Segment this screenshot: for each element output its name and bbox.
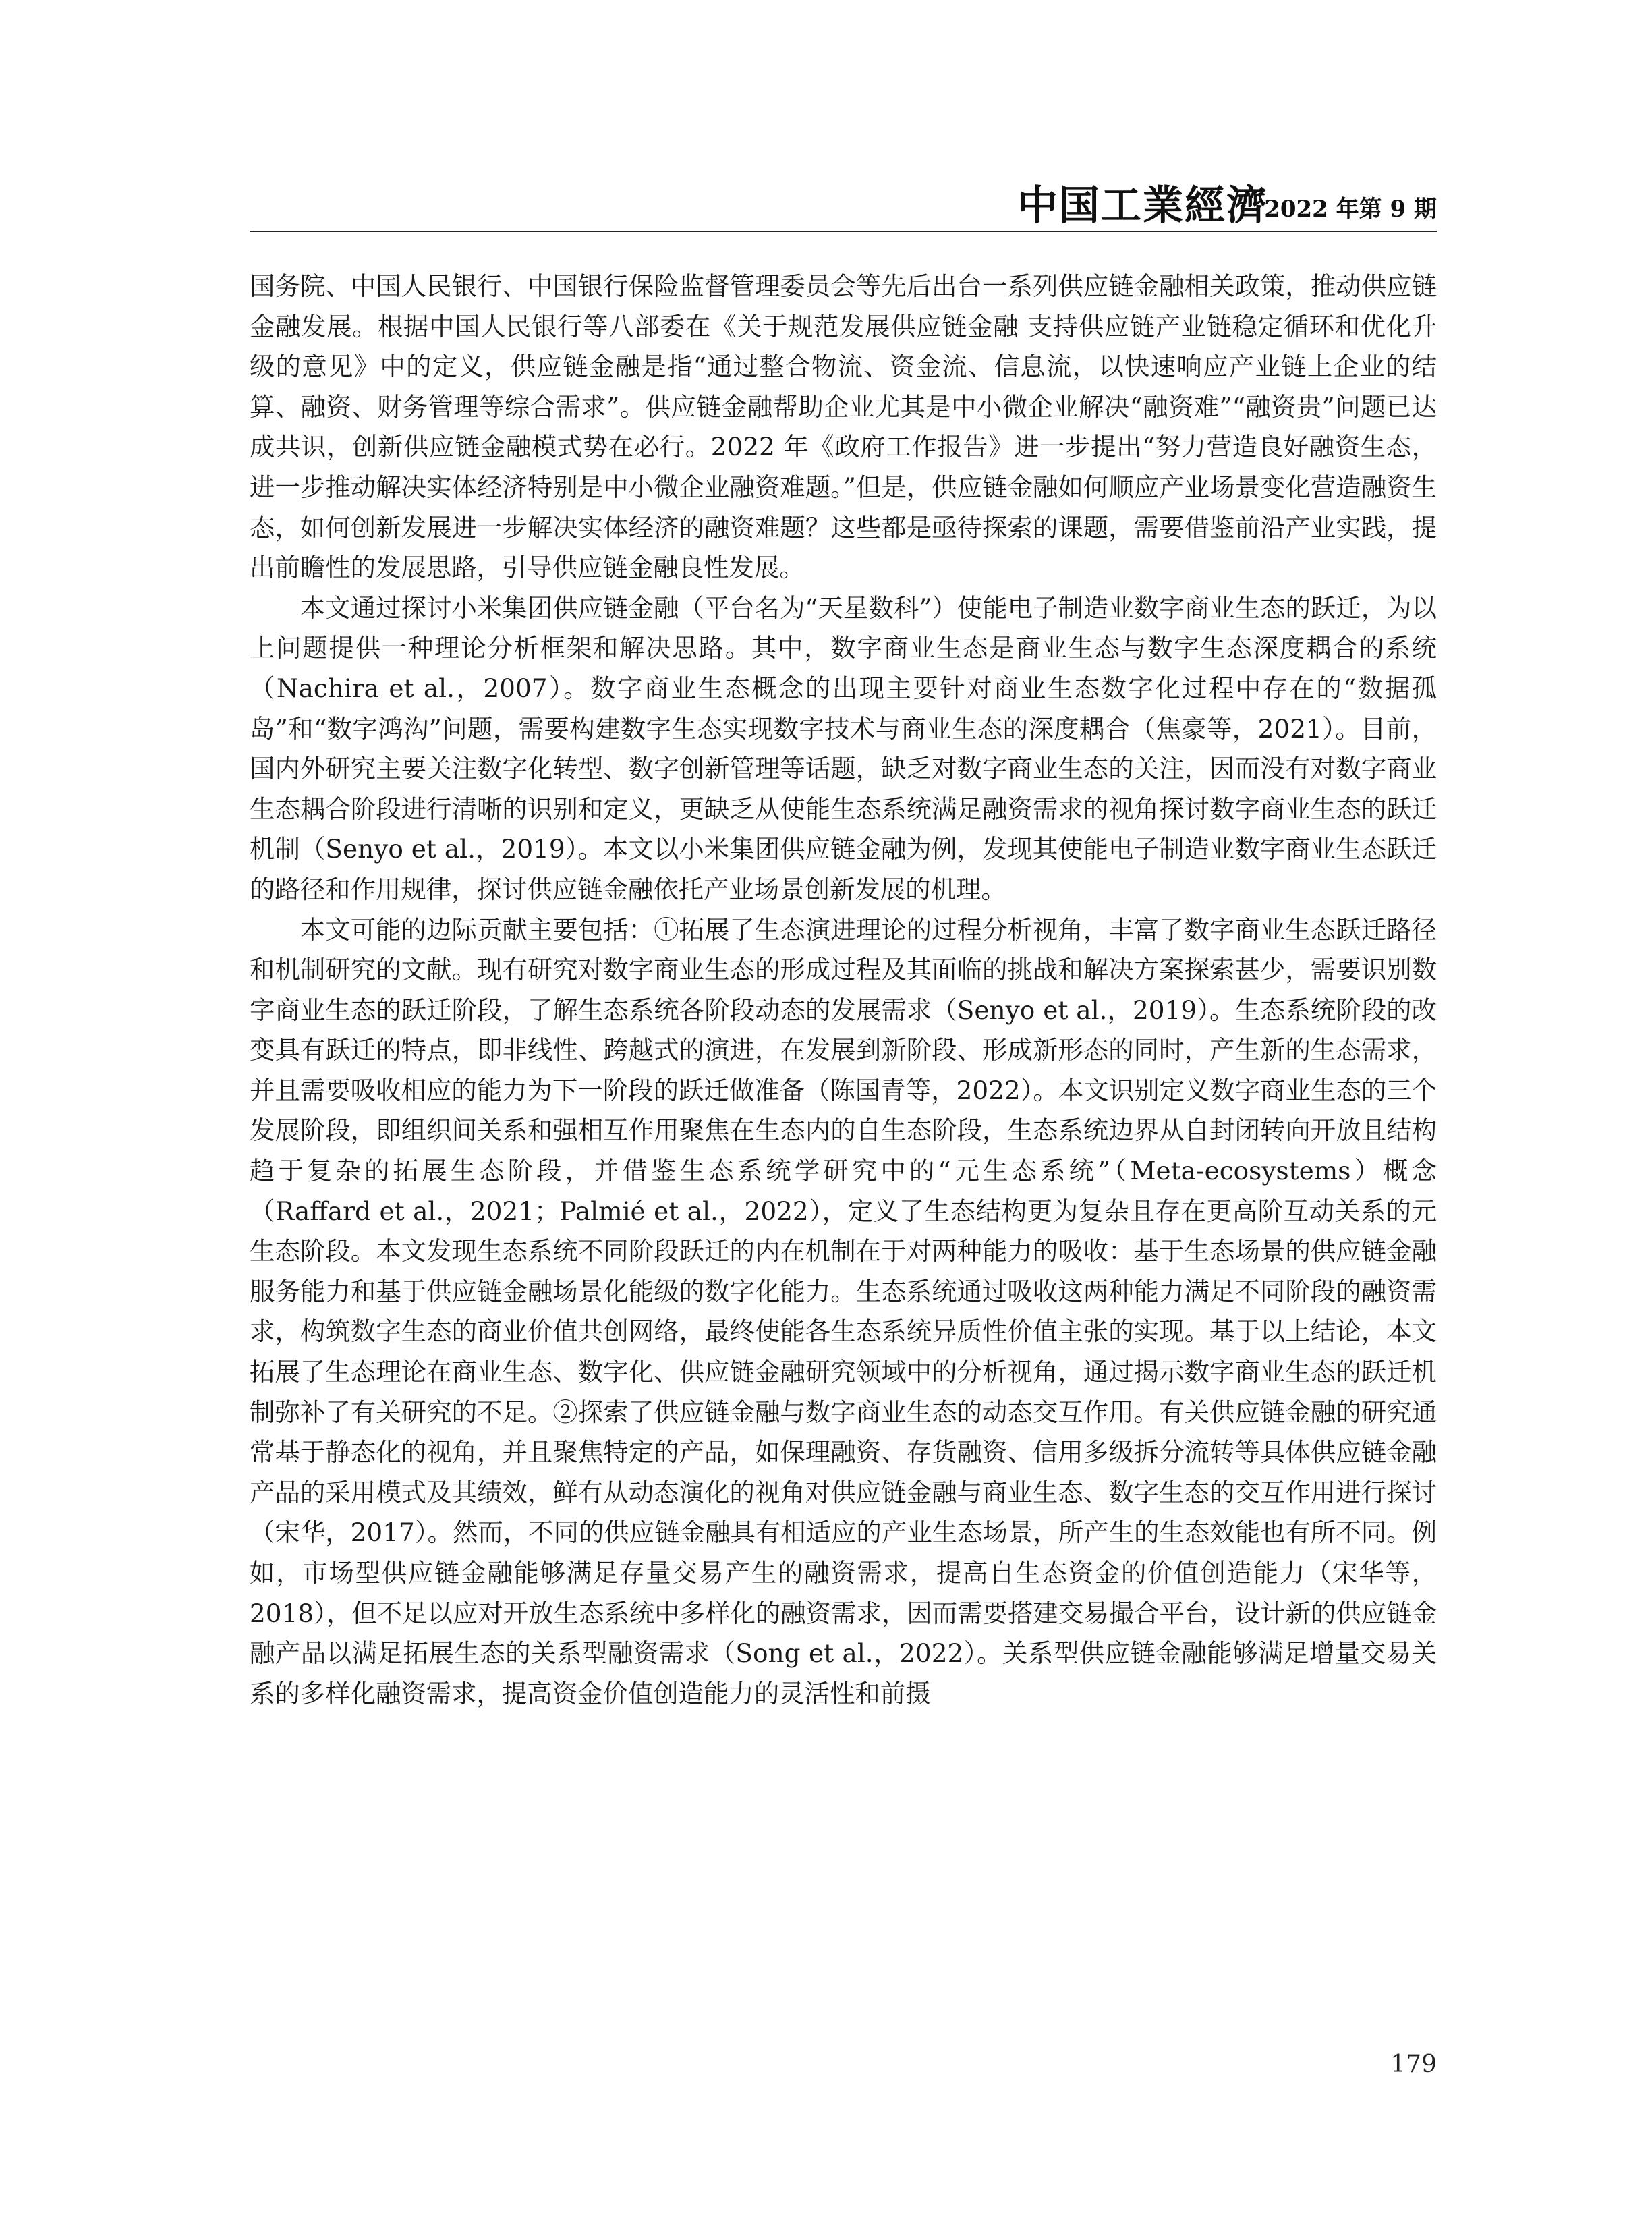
paragraph-1: 国务院、中国人民银行、中国银行保险监督管理委员会等先后出台一系列供应链金融相关政策，推动供应链金融发展。根据中国人民银行等八部委在《关于规范发展供应链金融 支持供应链产业链稳定循环和优化升级的意见》中的定义，供应链金融是指“通过整合物流、资金流、信息流，以快速响应产业链上企业的结算、融资、财务管理等综合需求”。供应链金融帮助企业尤其是中小微企业解决“融资难”“融资贵”问题已达成共识，创新供应链金融模式势在必行。2022 年《政府工作报告》进一步提出“努力营造良好融资生态，进一步推动解决实体经济特别是中小微企业融资难题。”但是，供应链金融如何顺应产业场景变化营造融资生态，如何创新发展进一步解决实体经济的融资难题？这些都是亟待探索的课题，需要借鉴前沿产业实践，提出前瞻性的发展思路，引导供应链金融良性发展。 — [250, 271, 1437, 583]
page-header — [250, 182, 1437, 229]
header-divider — [250, 231, 1437, 232]
paragraph-2: 本文通过探讨小米集团供应链金融（平台名为“天星数科”）使能电子制造业数字商业生态的跃迁，为以上问题提供一种理论分析框架和解决思路。其中，数字商业生态是商业生态与数字生态深度耦合的系统（Nachira et al.，2007）。数字商业生态概念的出现主要针对商业生态数字化过程中存在的“数据孤岛”和“数字鸿沟”问题，需要构建数字生态实现数字技术与商业生态的深度耦合（焦豪等，2021）。目前，国内外研究主要关注数字化转型、数字创新管理等话题，缺乏对数字商业生态的关注，因而没有对数字商业生态耦合阶段进行清晰的识别和定义，更缺乏从使能生态系统满足融资需求的视角探讨数字商业生态的跃迁机制（Senyo et al.，2019）。本文以小米集团供应链金融为例，发现其使能电子制造业数字商业生态跃迁的路径和作用规律，探讨供应链金融依托产业场景创新发展的机理。 — [250, 592, 1437, 904]
journal-name: 中国工業經濟 — [1017, 182, 1268, 229]
page-number: 179 — [1390, 2051, 1437, 2078]
paragraph-3: 本文可能的边际贡献主要包括：①拓展了生态演进理论的过程分析视角，丰富了数字商业生态跃迁路径和机制研究的文献。现有研究对数字商业生态的形成过程及其面临的挑战和解决方案探索甚少，需要识别数字商业生态的跃迁阶段，了解生态系统各阶段动态的发展需求（Senyo et al.，2019）。生态系统阶段的改变具有跃迁的特点，即非线性、跨越式的演进，在发展到新阶段、形成新形态的同时，产生新的生态需求，并且需要吸收相应的能力为下一阶段的跃迁做准备（陈国青等，2022）。本文识别定义数字商业生态的三个发展阶段，即组织间关系和强相互作用聚焦在生态内的自生态阶段，生态系统边界从自封闭转向开放且结构趋于复杂的拓展生态阶段，并借鉴生态系统学研究中的“元生态系统”（Meta-ecosystems）概念（Raffard et al.，2021；Palmié et al.，2022），定义了生态结构更为复杂且存在更高阶互动关系的元生态阶段。本文发现生态系统不同阶段跃迁的内在机制在于对两种能力的吸收：基于生态场景的供应链金融服务能力和基于供应链金融场景化能级的数字化能力。生态系统通过吸收这两种能力满足不同阶段的融资需求，构筑数字生态的商业价值共创网络，最终使能各生态系统异质性价值主张的实现。基于以上结论，本文拓展了生态理论在商业生态、数字化、供应链金融研究领域中的分析视角，通过揭示数字商业生态的跃迁机制弥补了有关研究的不足。②探索了供应链金融与数字商业生态的动态交互作用。有关供应链金融的研究通常基于静态化的视角，并且聚焦特定的产品，如保理融资、存货融资、信用多级拆分流转等具体供应链金融产品的采用模式及其绩效，鲜有从动态演化的视角对供应链金融与商业生态、数字生态的交互作用进行探讨（宋华，2017）。然而，不同的供应链金融具有相适应的产业生态场景，所产生的生态效能也有所不同。例如，市场型供应链金融能够满足存量交易产生的融资需求，提高自生态资金的价值创造能力（宋华等，2018），但不足以应对开放生态系统中多样化的融资需求，因而需要搭建交易撮合平台，设计新的供应链金融产品以满足拓展生态的关系型融资需求（Song et al.，2022）。关系型供应链金融能够满足增量交易关系的多样化融资需求，提高资金价值创造能力的灵活性和前摄 — [250, 914, 1437, 1708]
article-body — [250, 267, 1437, 1714]
issue-label: 2022 年第 9 期 — [1264, 196, 1437, 223]
